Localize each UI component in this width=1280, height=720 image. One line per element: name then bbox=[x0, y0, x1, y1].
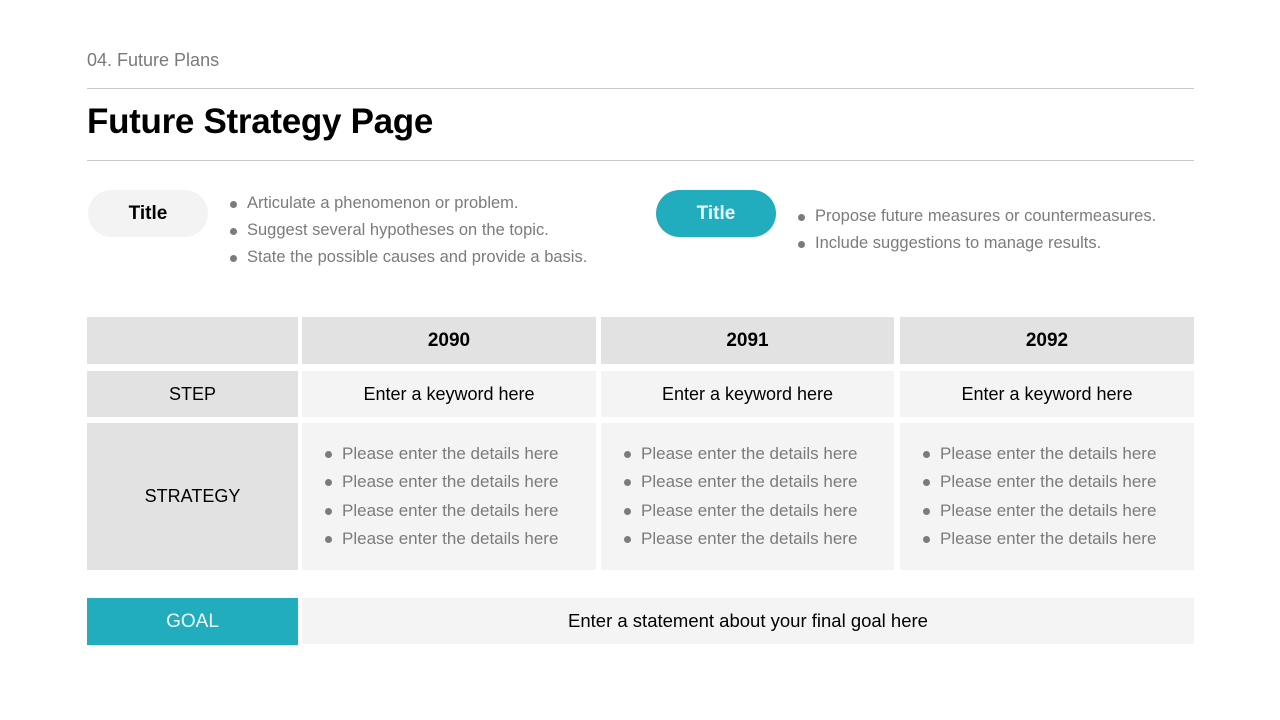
list-item: Please enter the details here bbox=[624, 468, 857, 496]
top-divider bbox=[87, 88, 1194, 89]
column-header-2091: 2091 bbox=[601, 317, 894, 364]
bullet-item: Suggest several hypotheses on the topic. bbox=[229, 217, 587, 244]
bullet-item: State the possible causes and provide a basis. bbox=[229, 244, 587, 271]
strategy-cell bbox=[900, 423, 1194, 570]
strategy-cell bbox=[601, 423, 894, 570]
list-item: Please enter the details here bbox=[923, 497, 1156, 525]
row-label-strategy: STRATEGY bbox=[87, 423, 298, 570]
step-cell: Enter a keyword here bbox=[601, 371, 894, 417]
column-header-2092: 2092 bbox=[900, 317, 1194, 364]
list-item: Please enter the details here bbox=[325, 525, 558, 553]
section-label: 04. Future Plans bbox=[87, 50, 220, 70]
list-item: Please enter the details here bbox=[325, 497, 558, 525]
intro-right-pill: Title bbox=[656, 190, 776, 237]
bullet-item: Include suggestions to manage results. bbox=[797, 230, 1156, 257]
list-item: Please enter the details here bbox=[923, 525, 1156, 553]
bullet-item: Propose future measures or countermeasures. bbox=[797, 203, 1156, 230]
step-cell: Enter a keyword here bbox=[900, 371, 1194, 417]
list-item: Please enter the details here bbox=[923, 440, 1156, 468]
strategy-cell bbox=[302, 423, 596, 570]
table-corner-cell bbox=[87, 317, 298, 364]
intro-left-bullets bbox=[229, 190, 587, 271]
list-item: Please enter the details here bbox=[923, 468, 1156, 496]
strategy-list bbox=[624, 440, 857, 553]
page-title: Future Strategy Page bbox=[87, 102, 434, 141]
row-label-step: STEP bbox=[87, 371, 298, 417]
list-item: Please enter the details here bbox=[325, 468, 558, 496]
column-header-2090: 2090 bbox=[302, 317, 596, 364]
goal-label: GOAL bbox=[87, 598, 298, 645]
strategy-list bbox=[923, 440, 1156, 553]
list-item: Please enter the details here bbox=[624, 440, 857, 468]
goal-statement: Enter a statement about your final goal here bbox=[302, 598, 1194, 644]
list-item: Please enter the details here bbox=[325, 440, 558, 468]
intro-left-pill: Title bbox=[88, 190, 208, 237]
strategy-list bbox=[325, 440, 558, 553]
list-item: Please enter the details here bbox=[624, 525, 857, 553]
bullet-item: Articulate a phenomenon or problem. bbox=[229, 190, 587, 217]
bottom-divider bbox=[87, 160, 1194, 161]
intro-right-bullets bbox=[797, 203, 1156, 257]
list-item: Please enter the details here bbox=[624, 497, 857, 525]
step-cell: Enter a keyword here bbox=[302, 371, 596, 417]
